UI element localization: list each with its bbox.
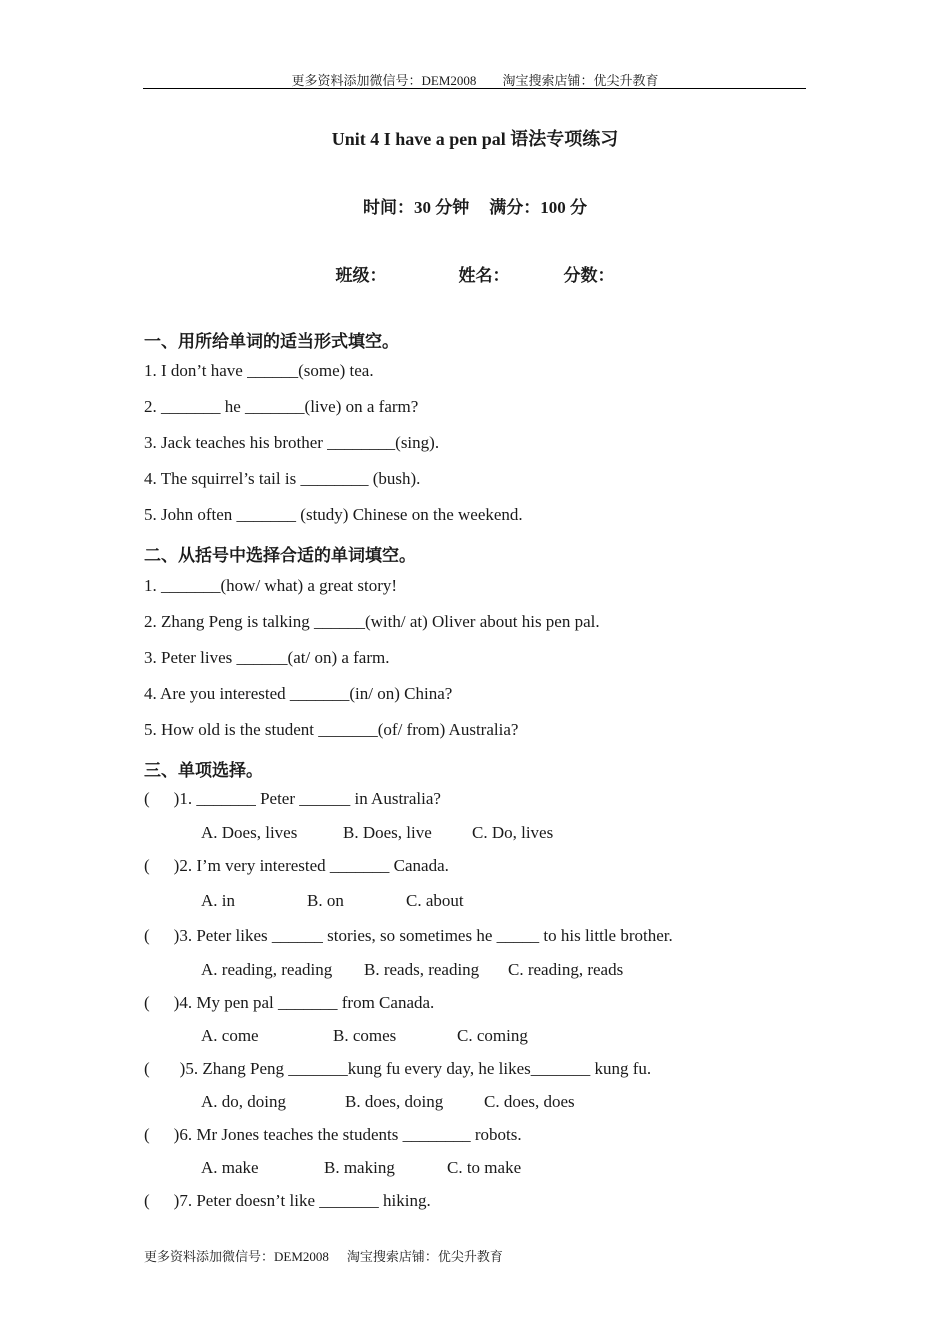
answer-paren: ( [144,1191,150,1210]
list-item: 3. Peter lives ______(at/ on) a farm. [144,648,390,667]
page-footer [144,1246,503,1265]
option: C. reading, reads [508,960,624,979]
page-header [0,70,950,89]
answer-paren: ( [144,789,150,808]
header-wechat: 更多资料添加微信号：DEM2008 [291,73,477,88]
option: B. comes [333,1026,397,1045]
question-row [144,926,673,946]
option: C. coming [457,1026,528,1045]
answer-paren: ( [144,1059,150,1078]
list-item: 1. I don’t have ______(some) tea. [144,361,374,380]
list-item: 4. The squirrel’s tail is ________ (bush). [144,469,421,488]
question-row [144,1059,651,1079]
question-text: )7. Peter doesn’t like _______ hiking. [173,1191,431,1210]
question-text: )1. _______ Peter ______ in Australia? [173,789,441,808]
option: B. on [307,891,344,910]
question-row [144,856,449,876]
answer-paren: ( [144,856,150,875]
answer-paren: ( [144,926,150,945]
question-text: )3. Peter likes ______ stories, so sometimes he _____ to his little brother. [173,926,673,945]
header-divider [143,88,806,89]
option: A. reading, reading [201,960,333,979]
list-item: 4. Are you interested _______(in/ on) China? [144,684,453,703]
time-limit: 时间：30 分钟 [363,198,470,217]
question-row [144,993,434,1013]
footer-shop: 淘宝搜索店铺：优尖升教育 [346,1249,503,1264]
option: A. come [201,1026,259,1045]
question-text: )5. Zhang Peng _______kung fu every day, he likes_______ kung fu. [179,1059,652,1078]
option: A. make [201,1158,259,1177]
question-text: )6. Mr Jones teaches the students ________ robots. [173,1125,522,1144]
option: C. to make [447,1158,522,1177]
answer-paren: ( [144,1125,150,1144]
question-row [144,1191,431,1211]
option: A. Does, lives [201,823,298,842]
header-shop: 淘宝搜索店铺：优尖升教育 [502,73,659,88]
section1-heading: 一、用所给单词的适当形式填空。 [144,332,399,351]
question-row [144,1125,522,1145]
option: B. Does, live [343,823,432,842]
question-text: )4. My pen pal _______ from Canada. [173,993,435,1012]
list-item: 2. Zhang Peng is talking ______(with/ at) Oliver about his pen pal. [144,612,600,631]
option: C. about [406,891,464,910]
list-item: 3. Jack teaches his brother ________(sing). [144,433,440,452]
name-label: 姓名： [458,266,510,285]
list-item: 1. _______(how/ what) a great story! [144,576,398,595]
option: C. does, does [484,1092,575,1111]
option: A. do, doing [201,1092,286,1111]
list-item: 5. John often _______ (study) Chinese on the weekend. [144,505,523,524]
class-label: 班级： [335,266,387,285]
student-info [0,261,950,286]
question-text: )2. I’m very interested _______ Canada. [173,856,449,875]
list-item: 2. _______ he _______(live) on a farm? [144,397,419,416]
exam-meta-time [0,193,950,218]
option: A. in [201,891,235,910]
full-score: 满分：100 分 [489,198,587,217]
option: B. does, doing [345,1092,444,1111]
page-title: Unit 4 I have a pen pal 语法专项练习 [331,129,619,149]
option: B. making [324,1158,395,1177]
answer-paren: ( [144,993,150,1012]
footer-wechat: 更多资料添加微信号：DEM2008 [144,1249,329,1264]
list-item: 5. How old is the student _______(of/ from) Australia? [144,720,519,739]
section2-heading: 二、从括号中选择合适的单词填空。 [144,546,416,565]
score-label: 分数： [563,266,615,285]
option: C. Do, lives [472,823,554,842]
section3-heading: 三、单项选择。 [144,761,263,780]
option: B. reads, reading [364,960,480,979]
question-row [144,789,441,809]
